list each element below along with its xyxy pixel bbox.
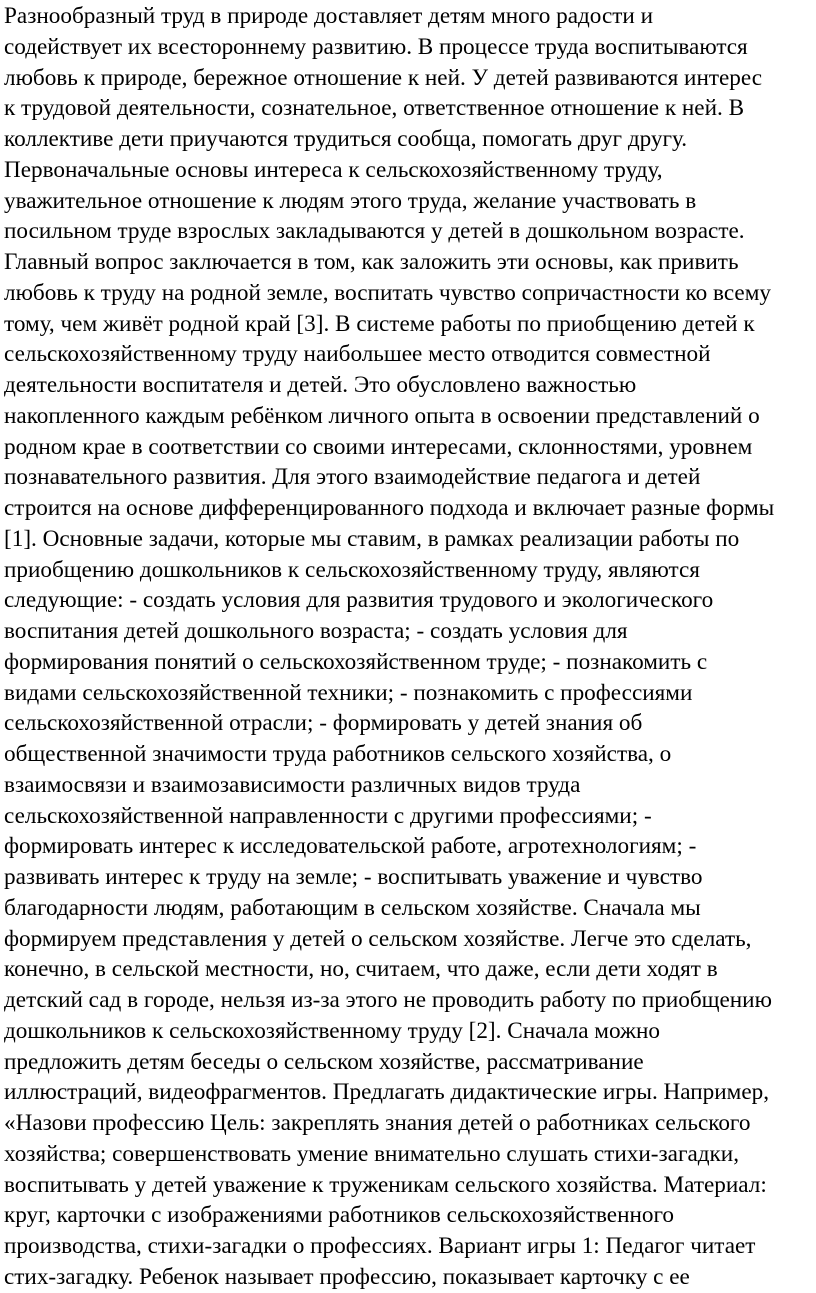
text-line: дошкольников к сельскохозяйственному труду [2]. Сначала можно [4, 1017, 661, 1044]
text-line: строится на основе дифференцированного подхода и включает разные формы [4, 495, 775, 521]
text-line: познавательного развития. Для этого взаимодействие педагога и детей [4, 464, 701, 491]
text-line: конечно, в сельской местности, но, считаем, что даже, если дети ходят в [4, 956, 718, 983]
text-line: Первоначальные основы интереса к сельскохозяйственному труду, [4, 156, 663, 183]
text-line: к трудовой деятельности, сознательное, ответственное отношение к ней. В [4, 95, 745, 122]
text-line: тому, чем живёт родной край [3]. В системе работы по приобщению детей к [4, 310, 755, 337]
text-line: приобщению дошкольников к сельскохозяйственному труду, являются [4, 556, 700, 583]
text-line: уважительное отношение к людям этого труда, желание участвовать в [4, 187, 697, 214]
text-line: производства, стихи-загадки о профессиях. Вариант игры 1: Педагог читает [4, 1233, 756, 1259]
text-line: развивать интерес к труду на земле; - воспитывать уважение и чувство [4, 864, 703, 890]
text-line: [1]. Основные задачи, которые мы ставим, в рамках реализации работы по [4, 525, 740, 552]
text-line: накопленного каждым ребёнком личного опыта в освоении представлений о [4, 402, 760, 429]
text-line: посильном труде взрослых закладываются у детей в дошкольном возрасте. [4, 218, 745, 245]
text-line: иллюстраций, видеофрагментов. Предлагать дидактические игры. Например, [4, 1079, 770, 1106]
text-line: следующие: - создать условия для развития трудового и экологического [4, 587, 714, 614]
text-line: формируем представления у детей о сельском хозяйстве. Легче это сделать, [4, 925, 752, 952]
text-line: сельскохозяйственной направленности с другими профессиями; - [4, 802, 652, 829]
text-line: деятельности воспитателя и детей. Это обусловлено важностью [4, 372, 637, 398]
text-line: любовь к природе, бережное отношение к ней. У детей развиваются интерес [4, 64, 763, 91]
text-line: предложить детям беседы о сельском хозяйстве, рассматривание [4, 1048, 644, 1075]
text-line: общественной значимости труда работников сельского хозяйства, о [4, 741, 672, 767]
text-line: детский сад в городе, нельзя из-за этого не проводить работу по приобщению [4, 987, 772, 1013]
text-line: благодарности людям, работающим в сельском хозяйстве. Сначала мы [4, 894, 701, 921]
text-line: воспитания детей дошкольного возраста; - создать условия для [4, 618, 628, 644]
text-line: сельскохозяйственной отрасли; - формировать у детей знания об [4, 710, 643, 737]
text-line: видами сельскохозяйственной техники; - познакомить с профессиями [4, 679, 693, 706]
text-line: «Назови профессию Цель: закреплять знания детей о работниках сельского [4, 1110, 751, 1136]
text-line: Разнообразный труд в природе доставляет детям много радости и [4, 3, 653, 29]
text-line: воспитывать у детей уважение к труженикам сельского хозяйства. Материал: [4, 1171, 767, 1198]
text-line: формирования понятий о сельскохозяйственном труде; - познакомить с [4, 648, 708, 675]
text-line: коллективе дети приучаются трудиться сообща, помогать друг другу. [4, 126, 688, 152]
text-line: родном крае в соответствии со своими интересами, склонностями, уровнем [4, 433, 753, 460]
text-line: Главный вопрос заключается в том, как заложить эти основы, как привить [4, 249, 739, 275]
text-line: взаимосвязи и взаимозависимости различных видов труда [4, 771, 581, 798]
text-line: сельскохозяйственному труду наибольшее место отводится совместной [4, 341, 711, 368]
text-line: хозяйства; совершенствовать умение внимательно слушать стихи-загадки, [4, 1140, 740, 1167]
text-line: содействует их всестороннему развитию. В процессе труда воспитываются [4, 33, 748, 60]
text-line: формировать интерес к исследовательской работе, агротехнологиям; - [4, 833, 697, 860]
text-line: любовь к труду на родной земле, воспитать чувство сопричастности ко всему [4, 279, 771, 306]
text-line: стих-загадку. Ребенок называет профессию, показывает карточку с ее [4, 1263, 690, 1290]
text-line: круг, карточки с изображениями работников сельскохозяйственного [4, 1202, 675, 1229]
